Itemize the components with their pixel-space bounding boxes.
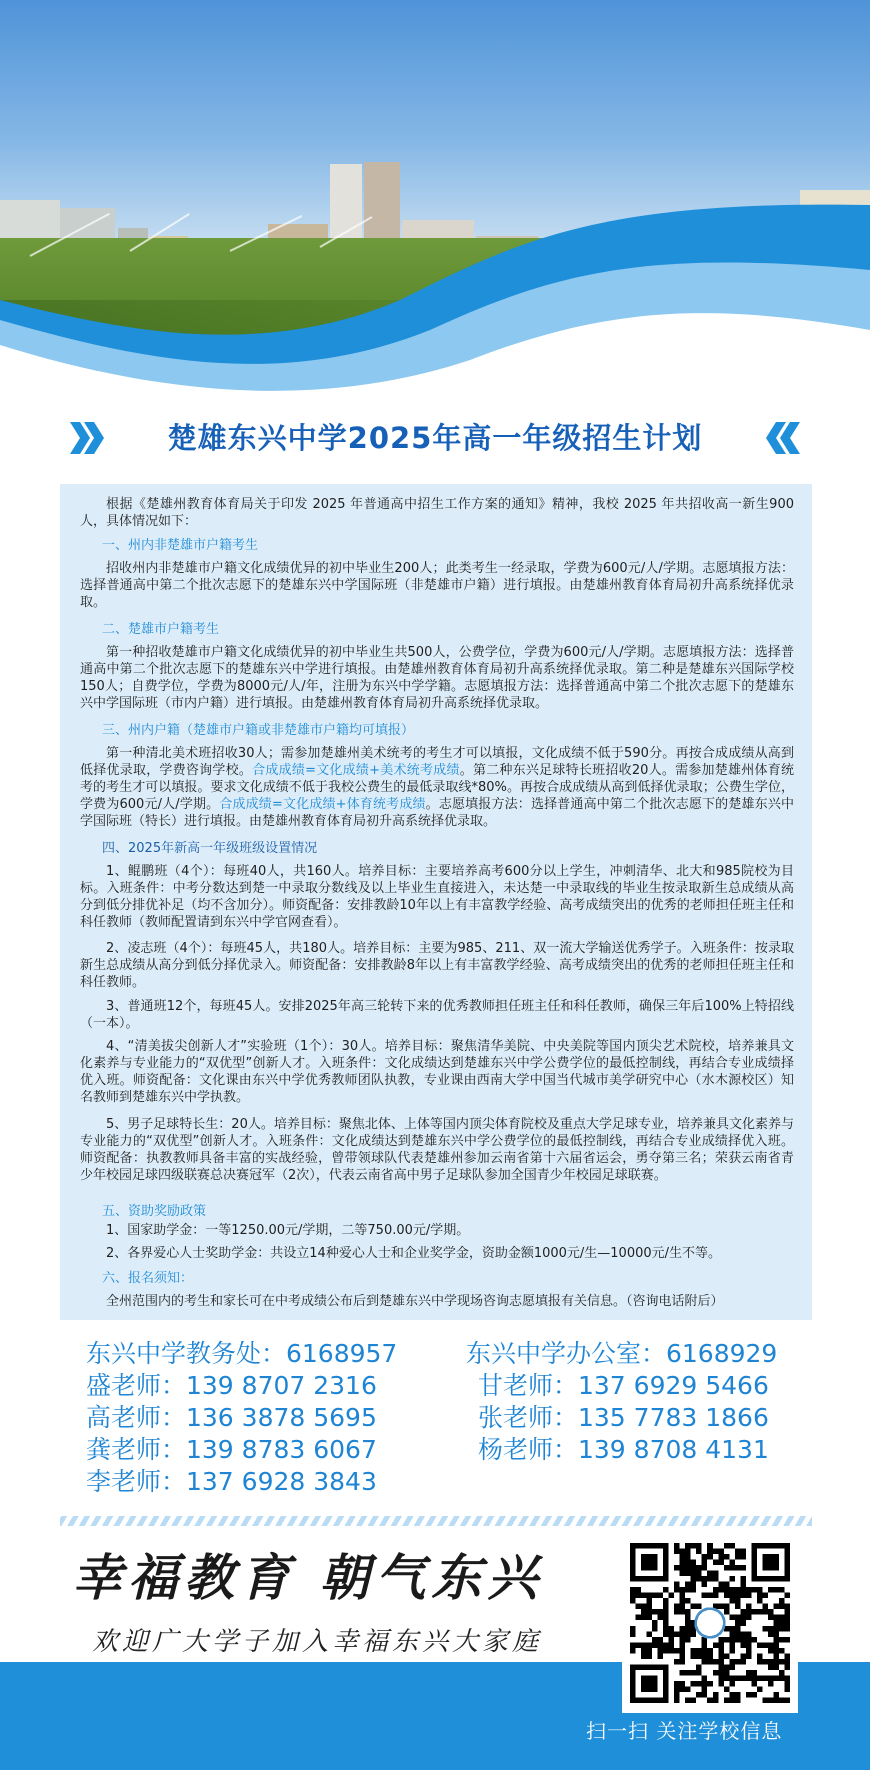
registration-notice: 全州范围内的考生和家长可在中考成绩公布后到楚雄东兴中学现场咨询志愿填报有关信息。（咨询电话附后）	[106, 1294, 724, 1309]
class-football: 5、男子足球特长生：20人。培养目标：聚焦北体、上体等国内顶尖体育院校及重点大学足球专业，培养兼具文化素养与专业能力的“双优型”创新人才。入班条件：文化成绩达到楚雄东兴中学公费学位的最低控制线，再结合专业成绩择优入班。师资配备：执教教师具备丰富的实战经验，曾带领球队代表楚雄州参加云南省第十六届省运会，勇夺第三名；荣获云南省青少年校园足球四级联赛总决赛冠军（2次），代表云南省高中男子足球队参加全国青少年校园足球联赛。	[80, 1117, 794, 1183]
class-lingzhi: 2、凌志班（4个）：每班45人，共180人。培养目标：主要为985、211、双一流大学输送优秀学子。入班条件：按录取新生总成绩从高分到低分择优录入。师资配备：安排教龄8年以上有丰富教学经验、高考成绩突出的优秀的老师担任班主任和科任教师。	[80, 941, 794, 990]
contact-main-office: 东兴中学办公室：6168929	[466, 1339, 778, 1368]
contact-teacher-yang: 杨老师：139 8708 4131	[478, 1435, 769, 1464]
contact-teacher-li: 李老师：137 6928 3843	[86, 1467, 377, 1496]
qr-code-card	[622, 1535, 798, 1713]
section-2-text: 第一种招收楚雄市户籍文化成绩优异的初中毕业生共500人，公费学位，学费为600元/人/学期。志愿填报方法：选择普通高中第二个批次志愿下的楚雄东兴中学进行填报。由楚雄州教育体育局初升高系统择优录取。第二种是楚雄东兴国际学校150人；自费学位，学费为8000元/人/年，注册为东兴中学学籍。志愿填报方法：选择普通高中第二个批次志愿下的楚雄东兴中学国际班（市内户籍）进行填报。由楚雄州教育体育局初升高系统择优录取。	[80, 645, 794, 711]
section-heading-6: 六、报名须知：	[102, 1271, 194, 1286]
diagonal-stripe-divider	[60, 1516, 812, 1526]
formula-art: 合成成绩=文化成绩+美术统考成绩	[252, 763, 460, 778]
grant-donor: 2、各界爱心人士奖助学金：共设立14种爱心人士和企业奖学金，资助金额1000元/生—10000元/生不等。	[106, 1246, 722, 1261]
slogan-calligraphy: 幸福教育 朝气东兴	[72, 1548, 544, 1607]
contact-teacher-sheng: 盛老师：139 8707 2316	[86, 1371, 377, 1400]
page-title: 楚雄东兴中学2025年高一年级招生计划	[167, 421, 703, 455]
section-heading-4: 四、2025年新高一年级班级设置情况	[102, 841, 318, 856]
section-heading-3: 三、州内户籍（楚雄市户籍或非楚雄市户籍均可填报）	[102, 723, 415, 738]
welcome-text: 欢迎广大学子加入幸福东兴大家庭	[92, 1627, 543, 1657]
section-1-text: 招收州内非楚雄市户籍文化成绩优异的初中毕业生200人；此类考生一经录取，学费为600元/人/学期。志愿填报方法：选择普通高中第二个批次志愿下的楚雄东兴中学国际班（非楚雄市户籍）进行填报。由楚雄州教育体育局初升高系统择优录取。	[80, 561, 794, 610]
title-bar	[0, 410, 870, 466]
scan-caption: 扫一扫 关注学校信息	[586, 1719, 783, 1743]
contact-teacher-zhang: 张老师：135 7783 1866	[478, 1403, 769, 1432]
qr-code-icon	[630, 1543, 790, 1703]
section-heading-2: 二、楚雄市户籍考生	[102, 622, 220, 637]
class-kunpeng: 1、鲲鹏班（4个）：每班40人，共160人。培养目标：主要培养高考600分以上学生，冲刺清华、北大和985院校为目标。入班条件：中考分数达到楚一中录取分数线及以上毕业生直接进入，未达楚一中录取线的毕业生按录取新生总成绩从高分到低分排优补足（均不含加分）。师资配备：安排教龄10年以上有丰富教学经验、高考成绩突出的优秀的老师担任班主任和科任教师（教师配置请到东兴中学官网查看）。	[80, 864, 794, 930]
section-3-text: 第一种清北美术班招收30人；需参加楚雄州美术统考的考生才可以填报，文化成绩不低于590分。再按合成成绩从高到低择优录取，学费咨询学校。合成成绩=文化成绩+美术统考成绩。第二种东兴足球特长班招收20人。需参加楚雄州体育统考的考生才可以填报。要求文化成绩不低于我校公费生的最低录取线*80%。再按合成成绩从高到低择优录取；公费生学位，学费为600元/人/学期。合成成绩=文化成绩+体育统考成绩。志愿填报方法：选择普通高中第二个批次志愿下的楚雄东兴中学国际班（特长）进行填报。由楚雄州教育体育局初升高系统择优录取。	[80, 746, 794, 829]
class-art-experimental: 4、“清美拔尖创新人才”实验班（1个）：30人。培养目标：聚焦清华美院、中央美院等国内顶尖艺术院校，培养兼具文化素养与专业能力的“双优型”创新人才。入班条件：文化成绩达到楚雄东兴中学公费学位的最低控制线，再结合专业成绩择优入班。师资配备：文化课由东兴中学优秀教师团队执教，专业课由西南大学中国当代城市美学研究中心（水木源校区）知名教师到楚雄东兴中学执教。	[80, 1039, 794, 1105]
contact-academic-office: 东兴中学教务处：6168957	[86, 1339, 398, 1368]
contact-teacher-gan: 甘老师：137 6929 5466	[478, 1371, 769, 1400]
blue-wave-decoration	[0, 0, 870, 400]
contact-teacher-gao: 高老师：136 3878 5695	[86, 1403, 377, 1432]
hero-campus-photo	[0, 0, 870, 400]
formula-sport: 合成成绩=文化成绩+体育统考成绩	[219, 797, 426, 812]
section-heading-1: 一、州内非楚雄市户籍考生	[102, 538, 259, 553]
contact-teacher-gong: 龚老师：139 8783 6067	[86, 1435, 377, 1464]
grant-national: 1、国家助学金：一等1250.00元/学期，二等750.00元/学期。	[106, 1223, 470, 1238]
intro-paragraph: 根据《楚雄州教育体育局关于印发 2025 年普通高中招生工作方案的通知》精神，我校 2025 年共招收高一新生900人，具体情况如下：	[80, 497, 794, 529]
chevron-left-icon	[762, 418, 802, 458]
class-regular: 3、普通班12个，每班45人。安排2025年高三轮转下来的优秀教师担任班主任和科任教师，确保三年后100%上特招线（一本）。	[80, 999, 794, 1031]
section-heading-5: 五、资助奖励政策	[102, 1204, 207, 1219]
